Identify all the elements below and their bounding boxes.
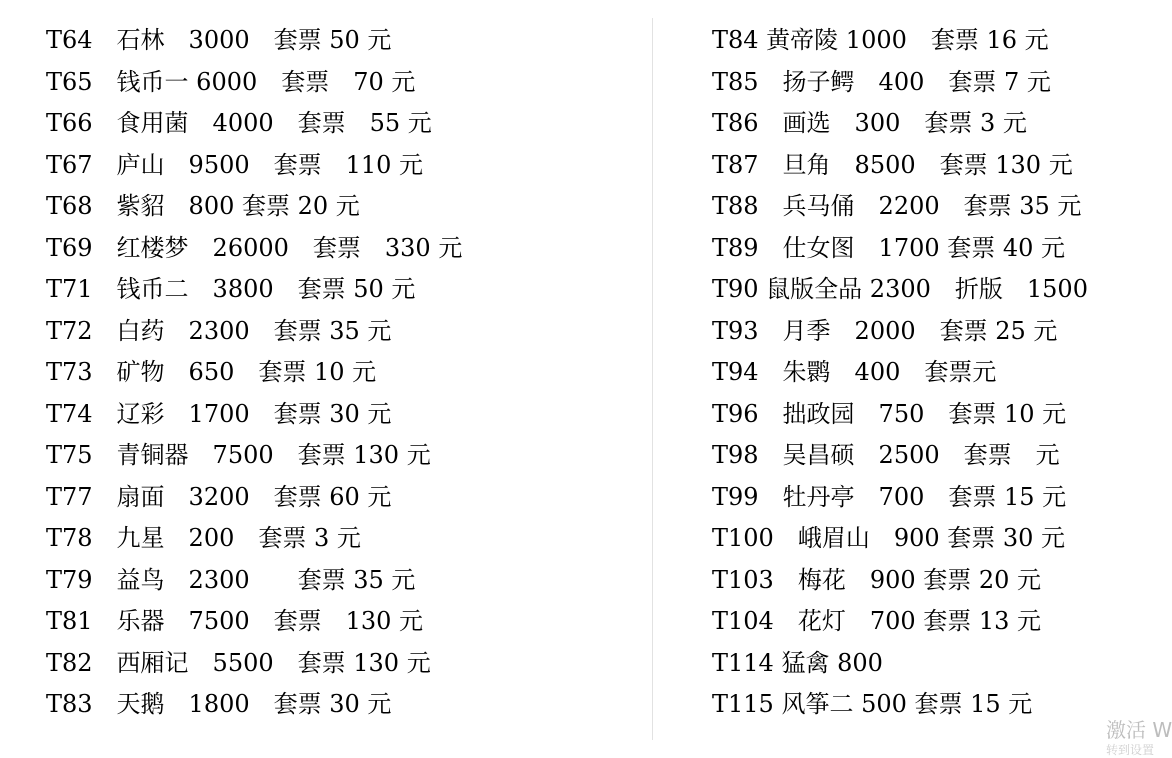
list-item: T78 九星 200 套票 3 元 (46, 524, 361, 552)
list-item: T93 月季 2000 套票 25 元 (712, 316, 1058, 345)
activation-watermark-subtext: 转到设置 (1106, 743, 1155, 757)
list-item: T94 朱鹮 400 套票元 (712, 358, 997, 386)
list-item: T68 紫貂 800 套票 20 元 (46, 192, 360, 220)
list-item: T104 花灯 700 套票 13 元 (712, 607, 1042, 635)
list-item: T64 石林 3000 套票 50 元 (46, 26, 392, 54)
left-column (46, 20, 462, 726)
list-item: T66 食用菌 4000 套票 55 元 (46, 109, 432, 137)
list-item: T96 拙政园 750 套票 10 元 (712, 399, 1067, 428)
list-item: T83 天鹅 1800 套票 30 元 (46, 690, 392, 718)
list-item: T87 旦角 8500 套票 130 元 (712, 150, 1073, 179)
list-item: T103 梅花 900 套票 20 元 (712, 565, 1042, 594)
list-item: T90 鼠版全品 2300 折版 1500 (712, 275, 1088, 303)
list-item: T100 峨眉山 900 套票 30 元 (712, 524, 1066, 552)
list-item: T73 矿物 650 套票 10 元 (46, 358, 377, 386)
list-item: T65 钱币一 6000 套票 70 元 (46, 67, 416, 96)
list-item: T72 白药 2300 套票 35 元 (46, 316, 392, 345)
list-item: T88 兵马俑 2200 套票 35 元 (712, 192, 1082, 220)
list-item: T82 西厢记 5500 套票 130 元 (46, 648, 431, 677)
list-item: T98 吴昌硕 2500 套票 元 (712, 441, 1060, 469)
list-item: T67 庐山 9500 套票 110 元 (46, 150, 424, 179)
list-item: T69 红楼梦 26000 套票 330 元 (46, 233, 463, 262)
list-item: T81 乐器 7500 套票 130 元 (46, 607, 424, 635)
list-item: T114 猛禽 800 (712, 648, 883, 677)
list-item: T75 青铜器 7500 套票 130 元 (46, 441, 431, 469)
list-item: T74 辽彩 1700 套票 30 元 (46, 399, 392, 428)
list-item: T85 扬子鳄 400 套票 7 元 (712, 67, 1051, 96)
list-item: T84 黄帝陵 1000 套票 16 元 (712, 26, 1049, 54)
list-item: T71 钱币二 3800 套票 50 元 (46, 275, 416, 303)
list-item: T86 画选 300 套票 3 元 (712, 109, 1027, 137)
activation-watermark: 激活 W (1106, 718, 1172, 742)
list-item: T79 益鸟 2300 套票 35 元 (46, 565, 416, 594)
column-divider (652, 18, 653, 740)
list-item: T89 仕女图 1700 套票 40 元 (712, 233, 1066, 262)
list-item: T99 牡丹亭 700 套票 15 元 (712, 482, 1067, 511)
right-column (712, 20, 1088, 726)
list-item: T77 扇面 3200 套票 60 元 (46, 482, 392, 511)
list-item: T115 风筝二 500 套票 15 元 (712, 690, 1033, 718)
